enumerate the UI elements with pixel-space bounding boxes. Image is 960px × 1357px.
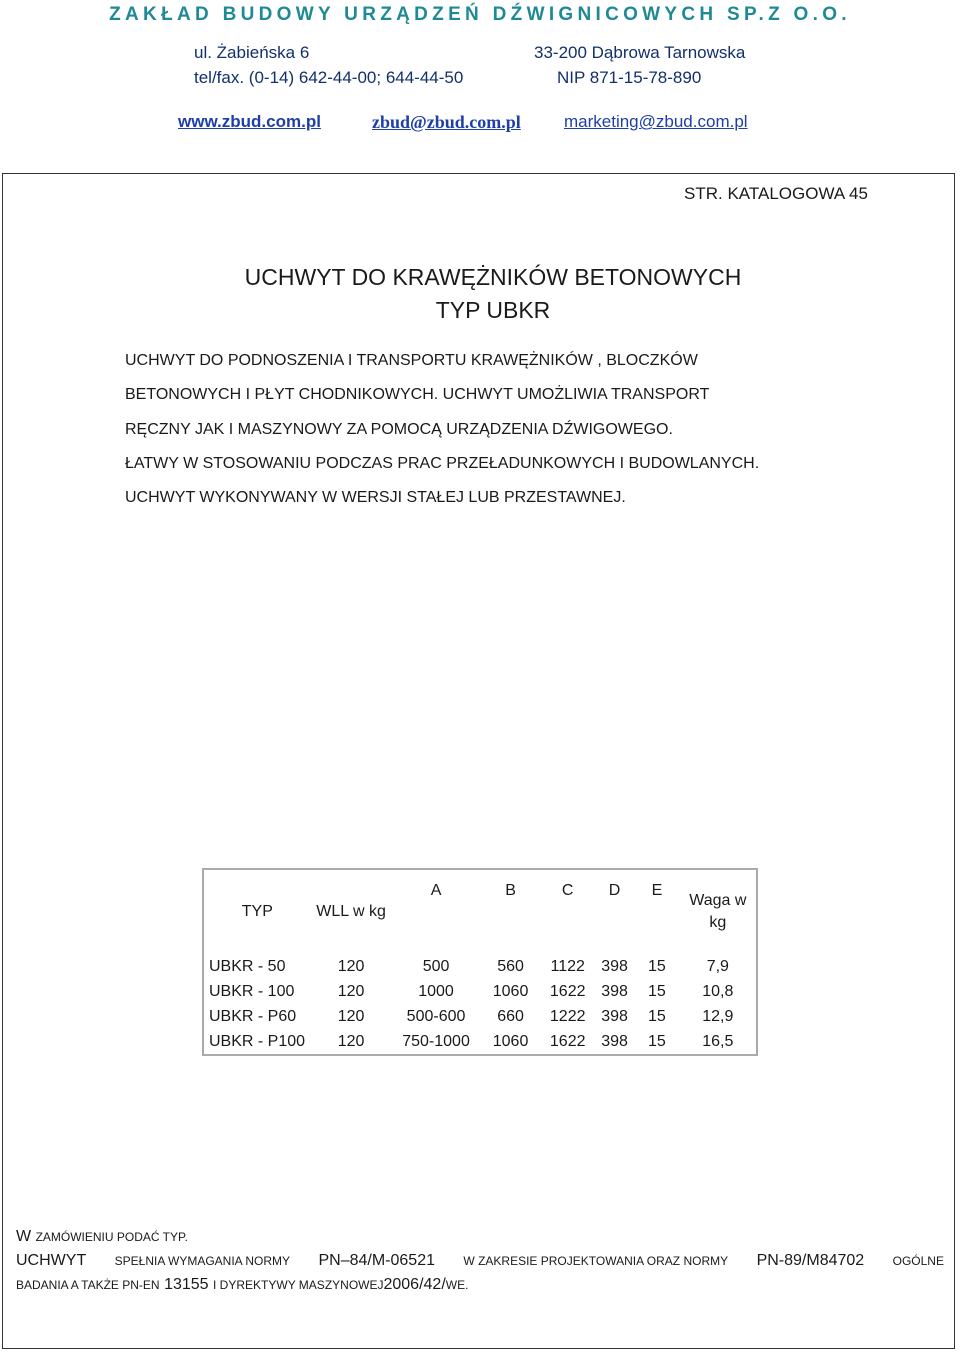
table-row <box>203 1004 757 1029</box>
norm-text-1: SPEŁNIA WYMAGANIA NORMY <box>114 1254 291 1268</box>
cell-c: 1122 <box>550 957 585 975</box>
cell-type: UBKR - 50 <box>209 957 286 975</box>
cell-e: 15 <box>648 1032 666 1050</box>
cell-type: UBKR - P100 <box>209 1032 306 1050</box>
description-line: UCHWYT DO PODNOSZENIA I TRANSPORTU KRAWĘŻNIKÓW , BLOCZKÓW <box>125 352 698 369</box>
website-link[interactable]: www.zbud.com.pl <box>178 112 321 131</box>
header-typ: TYP <box>241 903 273 920</box>
norm-subject: UCHWYT <box>16 1252 87 1269</box>
directive-suffix: WE. <box>445 1278 469 1292</box>
city-address: 33-200 Dąbrowa Tarnowska <box>534 43 746 62</box>
norm-text-3: OGÓLNE <box>892 1254 944 1268</box>
content-frame <box>2 173 955 1349</box>
cell-a: 500-600 <box>406 1007 466 1025</box>
cell-e: 15 <box>648 1007 666 1025</box>
cell-wll: 120 <box>337 1007 365 1025</box>
street-address: ul. Żabieńska 6 <box>194 43 310 62</box>
phone-fax: tel/fax. (0-14) 642-44-00; 644-44-50 <box>194 68 464 87</box>
description-line: BETONOWYCH I PŁYT CHODNIKOWYCH. UCHWYT UMOŻLIWIA TRANSPORT <box>125 386 710 403</box>
norm-code-3: 13155 <box>164 1276 209 1293</box>
norm-text-5: I DYREKTYWY MASZYNOWEJ <box>213 1278 384 1292</box>
header-weight: Waga w kg <box>689 892 747 931</box>
header-b: B <box>505 882 516 899</box>
order-note <box>16 1228 188 1246</box>
cell-b: 1060 <box>492 982 529 1000</box>
header-wll: WLL w kg <box>316 903 386 920</box>
cell-c: 1622 <box>549 1032 586 1050</box>
email-link[interactable]: zbud@zbud.com.pl <box>372 112 521 132</box>
marketing-email-link[interactable]: marketing@zbud.com.pl <box>564 112 748 131</box>
table-row <box>203 1029 757 1055</box>
cell-c: 1222 <box>549 1007 586 1025</box>
table-row <box>203 954 757 979</box>
product-title: UCHWYT DO KRAWĘŻNIKÓW BETONOWYCH <box>244 264 742 290</box>
norm-text-2: W ZAKRESIE PROJEKTOWANIA ORAZ NORMY <box>463 1254 729 1268</box>
directive-number: 2006/42/ <box>383 1276 446 1293</box>
nip-number: NIP 871-15-78-890 <box>557 68 702 87</box>
header-d: D <box>608 882 621 899</box>
company-name: ZAKŁAD BUDOWY URZĄDZEŃ DŹWIGNICOWYCH SP.Z O.O. <box>109 4 851 25</box>
norm-text-4: BADANIA A TAKŻE PN-EN <box>16 1278 160 1292</box>
order-note-text: ZAMÓWIENIU PODAĆ TYP. <box>35 1230 188 1244</box>
cell-a: 500 <box>422 957 450 975</box>
header-c: C <box>561 882 574 899</box>
description-line: RĘCZNY JAK I MASZYNOWY ZA POMOCĄ URZĄDZENIA DŹWIGOWEGO. <box>125 421 673 438</box>
order-note-initial: W <box>16 1228 32 1245</box>
spec-table <box>202 868 758 1056</box>
cell-weight: 10,8 <box>702 982 734 1000</box>
cell-type: UBKR - 100 <box>209 982 295 1000</box>
catalog-page-number: STR. KATALOGOWA 45 <box>684 184 868 203</box>
cell-b: 1060 <box>492 1032 529 1050</box>
cell-weight: 7,9 <box>706 957 729 975</box>
cell-weight: 12,9 <box>702 1007 734 1025</box>
cell-d: 398 <box>601 1007 628 1025</box>
cell-wll: 120 <box>337 982 365 1000</box>
cell-weight: 16,5 <box>702 1032 734 1050</box>
cell-a: 750-1000 <box>402 1032 470 1050</box>
product-type: TYP UBKR <box>435 297 551 323</box>
cell-c: 1622 <box>549 982 586 1000</box>
cell-b: 660 <box>497 1007 524 1025</box>
norm-code-1: PN–84/M-06521 <box>318 1252 435 1269</box>
cell-e: 15 <box>648 982 666 1000</box>
header-e: E <box>651 882 663 899</box>
cell-d: 398 <box>601 1032 628 1050</box>
description-line: UCHWYT WYKONYWANY W WERSJI STAŁEJ LUB PRZESTAWNEJ. <box>125 489 626 506</box>
description-line: ŁATWY W STOSOWANIU PODCZAS PRAC PRZEŁADUNKOWYCH I BUDOWLANYCH. <box>125 455 760 472</box>
norm-note <box>16 1252 944 1270</box>
cell-d: 398 <box>601 982 628 1000</box>
cell-type: UBKR - P60 <box>209 1007 297 1025</box>
cell-a: 1000 <box>418 982 454 1000</box>
cell-wll: 120 <box>337 1032 365 1050</box>
norm-code-2: PN-89/M84702 <box>756 1252 865 1269</box>
cell-e: 15 <box>648 957 666 975</box>
header-a: A <box>430 882 442 899</box>
cell-d: 398 <box>601 957 628 975</box>
cell-wll: 120 <box>337 957 365 975</box>
table-row <box>203 979 757 1004</box>
cell-b: 560 <box>497 957 524 975</box>
norm-note-continued <box>16 1276 468 1294</box>
table-header-row <box>203 869 757 954</box>
